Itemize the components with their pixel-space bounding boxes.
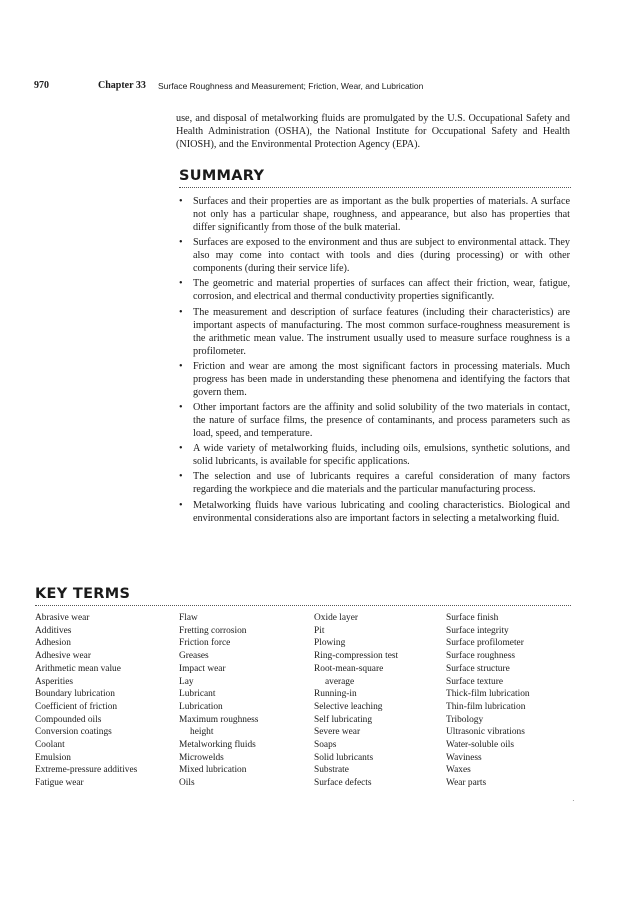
key-term: Surface defects (314, 778, 372, 789)
summary-item (178, 195, 570, 234)
key-term: Soaps (314, 740, 337, 751)
bullet-icon: • (179, 401, 183, 413)
bullet-icon: • (179, 499, 183, 511)
summary-item-text: Surfaces are exposed to the environment and thus are subject to environmental attack. They also may come into contact with tools and dies (during processing) or with other components (during their service life). (193, 237, 570, 275)
key-term: Lubrication (179, 701, 223, 712)
summary-item-text: The selection and use of lubricants requires a careful consideration of many factors regarding the workpiece and die materials and the particular manufacturing process. (193, 471, 570, 496)
key-term: Friction force (179, 638, 231, 649)
summary-divider (179, 187, 571, 188)
key-term: Surface structure (446, 663, 510, 674)
summary-item (178, 360, 570, 399)
key-term: Water-soluble oils (446, 740, 515, 751)
key-term: Maximum roughness (179, 714, 259, 725)
summary-item (178, 442, 570, 468)
chapter-subtitle: Surface Roughness and Measurement; Friction, Wear, and Lubrication (158, 81, 424, 91)
key-term: Additives (35, 625, 72, 636)
summary-item-text: Friction and wear are among the most significant factors in processing materials. Much progress has been made in understanding these phenomena and identifying the factors that govern them. (193, 360, 570, 398)
bullet-icon: • (179, 237, 183, 249)
summary-item (178, 470, 570, 496)
key-term: Self lubricating (314, 714, 373, 725)
summary-heading: SUMMARY (179, 168, 265, 184)
key-term: Coolant (35, 740, 65, 751)
key-term: Adhesion (35, 638, 71, 649)
key-term: Asperities (35, 676, 74, 687)
key-term: Root-mean-square (314, 663, 384, 674)
key-term: Oxide layer (314, 613, 358, 623)
key-terms-column-2 (179, 612, 258, 790)
bullet-icon: • (179, 360, 183, 372)
bullet-icon: • (179, 196, 183, 207)
key-term: Impact wear (179, 663, 226, 674)
bullet-icon: • (179, 278, 183, 290)
key-term: Running-in (314, 689, 357, 700)
key-term: Extreme-pressure additives (35, 765, 138, 776)
key-term: Thick-film lubrication (446, 689, 530, 700)
intro-text: use, and disposal of metalworking fluids are promulgated by the U.S. Occupational Safety and Health Administration (OSHA), the National Institute for Occupational Safety and Health (NIOSH), and the Environmental Protection Agency (EPA). (176, 113, 570, 150)
key-term: Conversion coatings (35, 727, 112, 738)
key-term: Tribology (446, 714, 484, 725)
summary-item (178, 499, 570, 525)
key-term: Fretting corrosion (179, 625, 247, 636)
key-term: Ultrasonic vibrations (446, 727, 525, 738)
key-term: Waviness (446, 752, 482, 763)
key-term: Selective leaching (314, 701, 383, 712)
key-term: Severe wear (314, 727, 361, 738)
key-term: Solid lubricants (314, 752, 374, 763)
chapter-label: Chapter 33 (98, 80, 146, 91)
key-term: Adhesive wear (35, 651, 91, 662)
intro-paragraph (176, 112, 570, 151)
key-term: Microwelds (179, 752, 224, 763)
key-term: Oils (179, 778, 195, 789)
summary-item-text: The geometric and material properties of surfaces can affect their friction, wear, fatigue, corrosion, and electrical and thermal conductivity properties significantly. (193, 278, 570, 303)
key-term: Metalworking fluids (179, 740, 256, 751)
key-term: Thin-film lubrication (446, 701, 526, 712)
key-term-continuation: height (190, 727, 214, 738)
key-term: Surface texture (446, 676, 504, 687)
key-term: Surface integrity (446, 625, 509, 636)
key-terms-column-1 (35, 612, 137, 790)
summary-item (178, 401, 570, 440)
key-term: Coefficient of friction (35, 701, 118, 712)
summary-list (178, 195, 570, 527)
summary-item-text: Other important factors are the affinity and solid solubility of the two materials in contact, the nature of surface films, the presence of contaminants, and process parameters such as load, speed, and temperature. (193, 401, 570, 439)
summary-item (178, 306, 570, 358)
key-term: Surface roughness (446, 651, 515, 662)
summary-item-text: A wide variety of metalworking fluids, including oils, emulsions, synthetic solutions, and solid lubricants, is available for specific applications. (193, 443, 570, 468)
key-term: Ring-compression test (314, 651, 399, 662)
key-term: Mixed lubrication (179, 765, 247, 776)
bullet-icon: • (179, 443, 183, 455)
key-term-continuation: average (325, 676, 355, 687)
stray-mark: · (572, 796, 575, 805)
key-term: Surface profilometer (446, 638, 524, 649)
key-term: Boundary lubrication (35, 689, 115, 700)
key-term: Lay (179, 676, 194, 687)
summary-item (178, 277, 570, 303)
page-number: 970 (34, 80, 49, 91)
key-terms-column-3 (314, 612, 398, 790)
key-terms-divider (35, 605, 571, 606)
key-term: Pit (314, 625, 325, 636)
key-term: Substrate (314, 765, 349, 776)
key-term: Flaw (179, 613, 198, 623)
key-term: Waxes (446, 765, 471, 776)
key-term: Lubricant (179, 689, 216, 700)
key-term: Compounded oils (35, 714, 102, 725)
key-terms-heading: KEY TERMS (35, 586, 131, 602)
summary-item-text: Surfaces and their properties are as important as the bulk properties of materials. A surface not only has a particular shape, roughness, and appearance, but also has properties that differ significantly from those of the bulk material. (193, 196, 570, 233)
key-term: Greases (179, 651, 209, 662)
summary-item (178, 236, 570, 275)
key-term: Emulsion (35, 752, 71, 763)
summary-item-text: The measurement and description of surface features (including their characteristics) are important aspects of manufacturing. The most common surface-roughness measurement is the arithmetic mean value. The instrument usually used to measure surface roughness is a profilometer. (193, 306, 570, 357)
bullet-icon: • (179, 471, 183, 483)
key-term: Wear parts (446, 778, 487, 789)
key-term: Fatigue wear (35, 778, 84, 789)
bullet-icon: • (179, 306, 183, 318)
key-term: Plowing (314, 638, 346, 649)
key-terms-column-4 (446, 612, 530, 790)
summary-item-text: Metalworking fluids have various lubricating and cooling characteristics. Biological and environmental considerations also are important factors in selecting a metalworking fluid. (193, 499, 570, 524)
key-term: Surface finish (446, 613, 499, 623)
key-term: Abrasive wear (35, 613, 90, 623)
key-term: Arithmetic mean value (35, 663, 121, 674)
